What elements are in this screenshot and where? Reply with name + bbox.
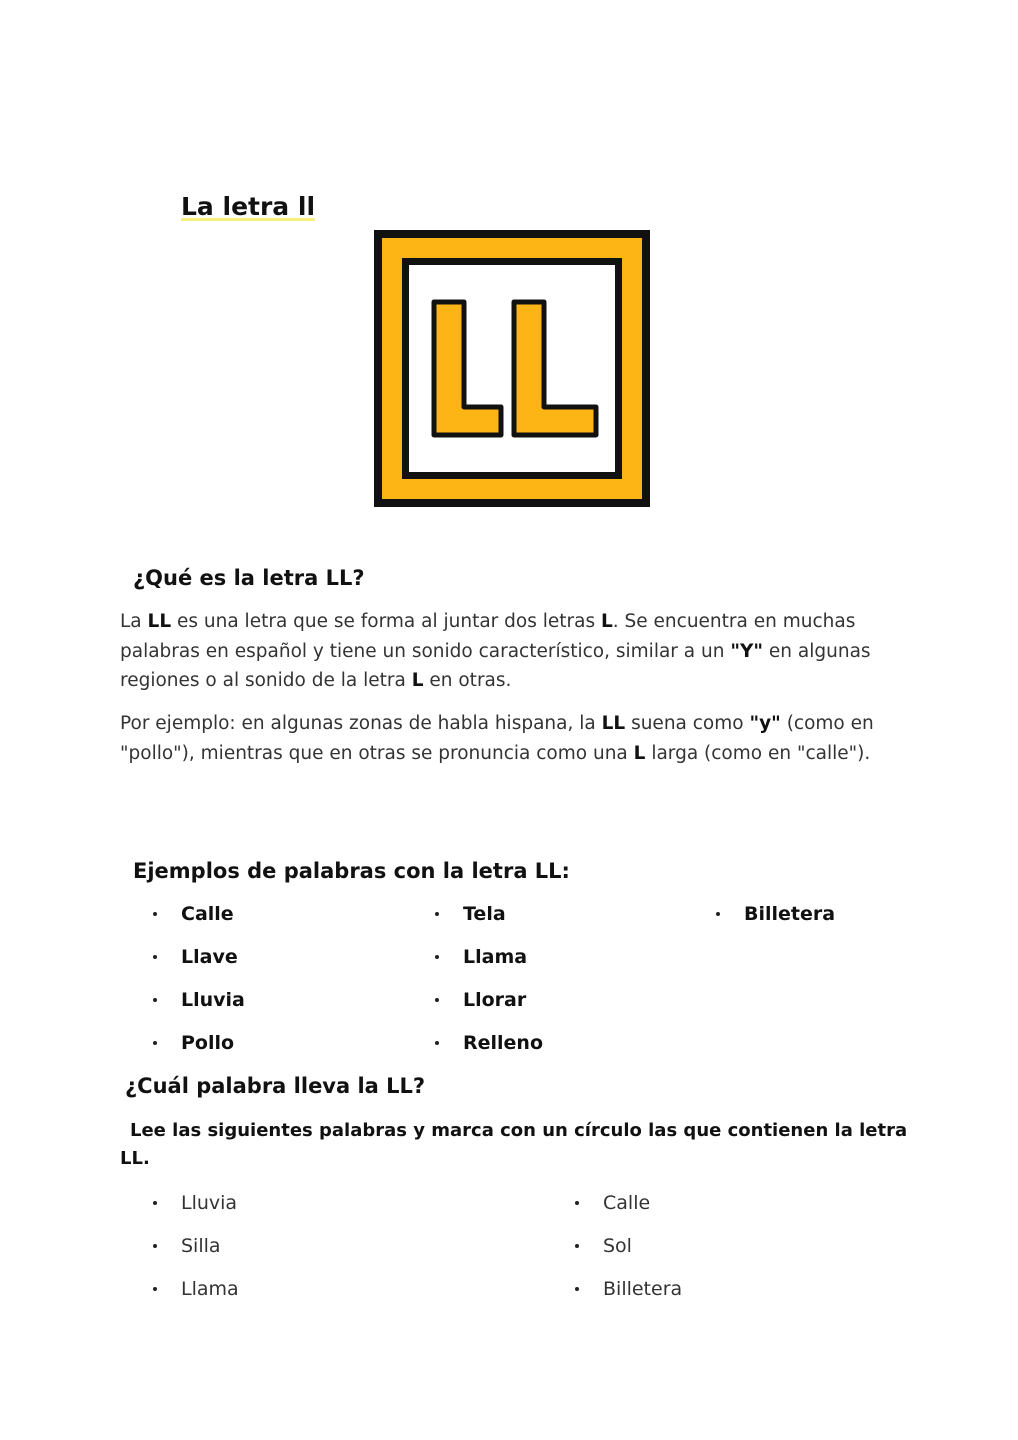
list-item: Sol <box>603 1234 682 1277</box>
examples-list-col1 <box>181 902 245 1074</box>
section-heading-what-is: ¿Qué es la letra LL? <box>133 566 365 590</box>
paragraph-definition: La LL es una letra que se forma al juntar dos letras L. Se encuentra en muchas palabras en español y tiene un sonido característico, similar a un "Y" en algunas regiones o al sonido de la letra L en otras. <box>120 611 871 691</box>
list-item: Llama <box>181 1277 239 1320</box>
list-item: Pollo <box>181 1031 245 1074</box>
instruction-text: Lee las siguientes palabras y marca con un círculo las que contienen la letra LL. <box>120 1120 908 1169</box>
list-item: Silla <box>181 1234 239 1277</box>
section-heading-examples: Ejemplos de palabras con la letra LL: <box>133 859 570 883</box>
list-item: Billetera <box>603 1277 682 1320</box>
ll-letter-logo <box>374 230 650 507</box>
exercise-list-col1 <box>181 1191 239 1320</box>
list-item: Lluvia <box>181 988 245 1031</box>
list-item: Lluvia <box>181 1191 239 1234</box>
list-item: Calle <box>181 902 245 945</box>
examples-list-col2 <box>463 902 543 1074</box>
list-item: Relleno <box>463 1031 543 1074</box>
list-item: Billetera <box>744 902 835 945</box>
list-item: Tela <box>463 902 543 945</box>
page-title: La letra ll <box>181 192 316 221</box>
section-heading-which-word: ¿Cuál palabra lleva la LL? <box>125 1074 426 1098</box>
list-item: Calle <box>603 1191 682 1234</box>
list-item: Llama <box>463 945 543 988</box>
list-item: Llave <box>181 945 245 988</box>
paragraph-example: Por ejemplo: en algunas zonas de habla hispana, la LL suena como "y" (como en "pollo"), mientras que en otras se pronuncia como una L larga (como en "calle"). <box>120 713 874 764</box>
exercise-list-col2 <box>603 1191 682 1320</box>
examples-list-col3 <box>744 902 835 945</box>
list-item: Llorar <box>463 988 543 1031</box>
